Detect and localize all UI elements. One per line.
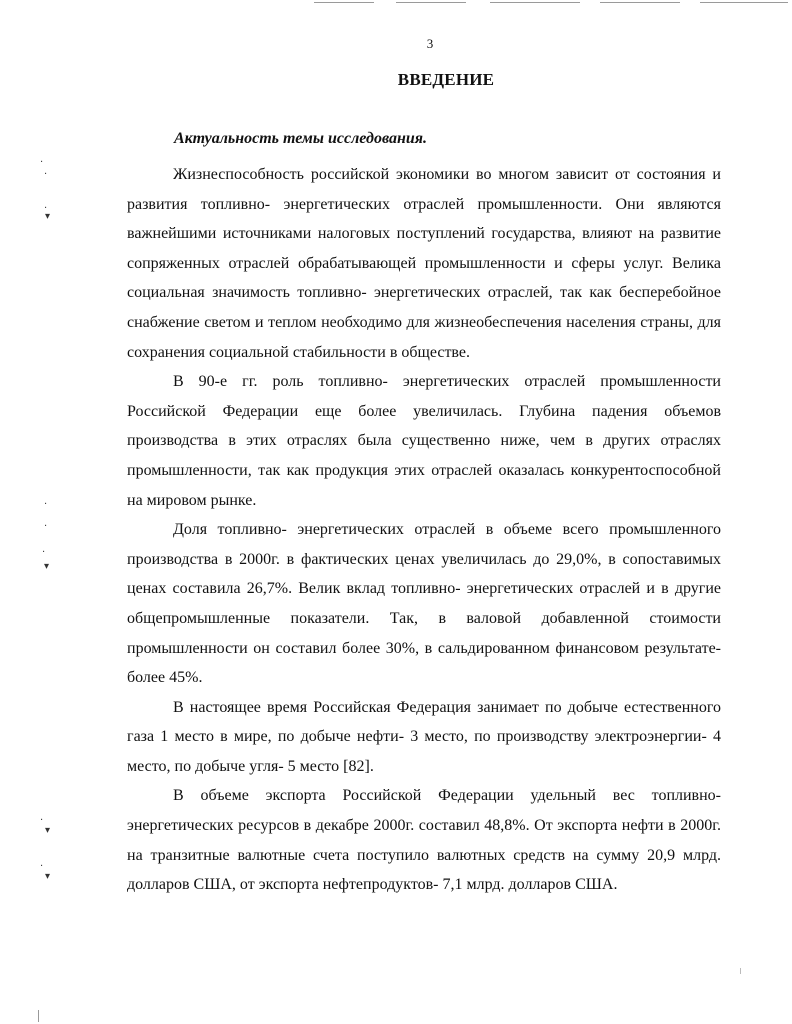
section-subheading: Актуальность темы исследования.	[174, 130, 427, 147]
paragraph-4: В настоящее время Российская Федерация занимает по добыче естественного газа 1 место в мире, по добыче нефти- 3 место, по производству электроэнергии- 4 место, по добыче угля- 5 место [82].	[127, 698, 721, 775]
body-text	[127, 160, 721, 900]
paragraph-3: Доля топливно- энергетических отраслей в объеме всего промышленного производства в 2000г. в фактических ценах увеличилась до 29,0%, в сопоставимых ценах составила 26,7%. Велик вклад топливно- энергетических отраслей и в другие общепромышленные показатели. Так, в валовой добавленной стоимости промышленности он составил более 30%, в сальдированном финансовом результате- более 45%.	[127, 521, 721, 687]
scan-mark: ·	[44, 203, 48, 214]
scan-mark: ▾	[45, 825, 51, 836]
scan-mark: ·	[40, 157, 44, 168]
scan-mark: ▾	[44, 561, 50, 572]
scan-mark: ·	[44, 521, 48, 532]
scan-edge-artifact	[300, 0, 792, 6]
scan-mark: ·	[42, 547, 46, 558]
scan-mark: ·	[40, 815, 44, 826]
paragraph-2: В 90-е гг. роль топливно- энергетических отраслей промышленности Российской Федерации еще более увеличилась. Глубина падения объемов производства в этих отраслях была существенно ниже, чем в других отраслях промышленности, так как продукция этих отраслей оказалась конкурентоспособной на мировом рынке.	[127, 373, 721, 509]
scan-mark: ·	[44, 169, 48, 180]
scan-mark: ·	[40, 861, 44, 872]
scan-mark: ▾	[45, 211, 51, 222]
scan-edge-mark	[740, 968, 741, 974]
scan-edge-mark	[38, 1010, 39, 1022]
paragraph-5: В объеме экспорта Российской Федерации удельный вес топливно- энергетических ресурсов в декабре 2000г. составил 48,8%. От экспорта нефти в 2000г. на транзитные валютные счета поступило валютных средств на сумму 20,9 млрд. долларов США, от экспорта нефтепродуктов- 7,1 млрд. долларов США.	[127, 787, 721, 894]
scan-mark: ▾	[45, 871, 51, 882]
page-title: ВВЕДЕНИЕ	[397, 70, 495, 89]
page-number: 3	[426, 36, 434, 51]
paragraph-1: Жизнеспособность российской экономики во многом зависит от состояния и развития топливно- энергетических отраслей промышленности. Они являются важнейшими источниками налоговых поступлений государства, влияют на развитие сопряженных отраслей обрабатывающей промышленности и сферы услуг. Велика социальная значимость топливно- энергетических отраслей, так как бесперебойное снабжение светом и теплом необходимо для жизнеобеспечения населения страны, для сохранения социальной стабильности в обществе.	[127, 166, 721, 361]
scan-mark: ·	[44, 499, 48, 510]
